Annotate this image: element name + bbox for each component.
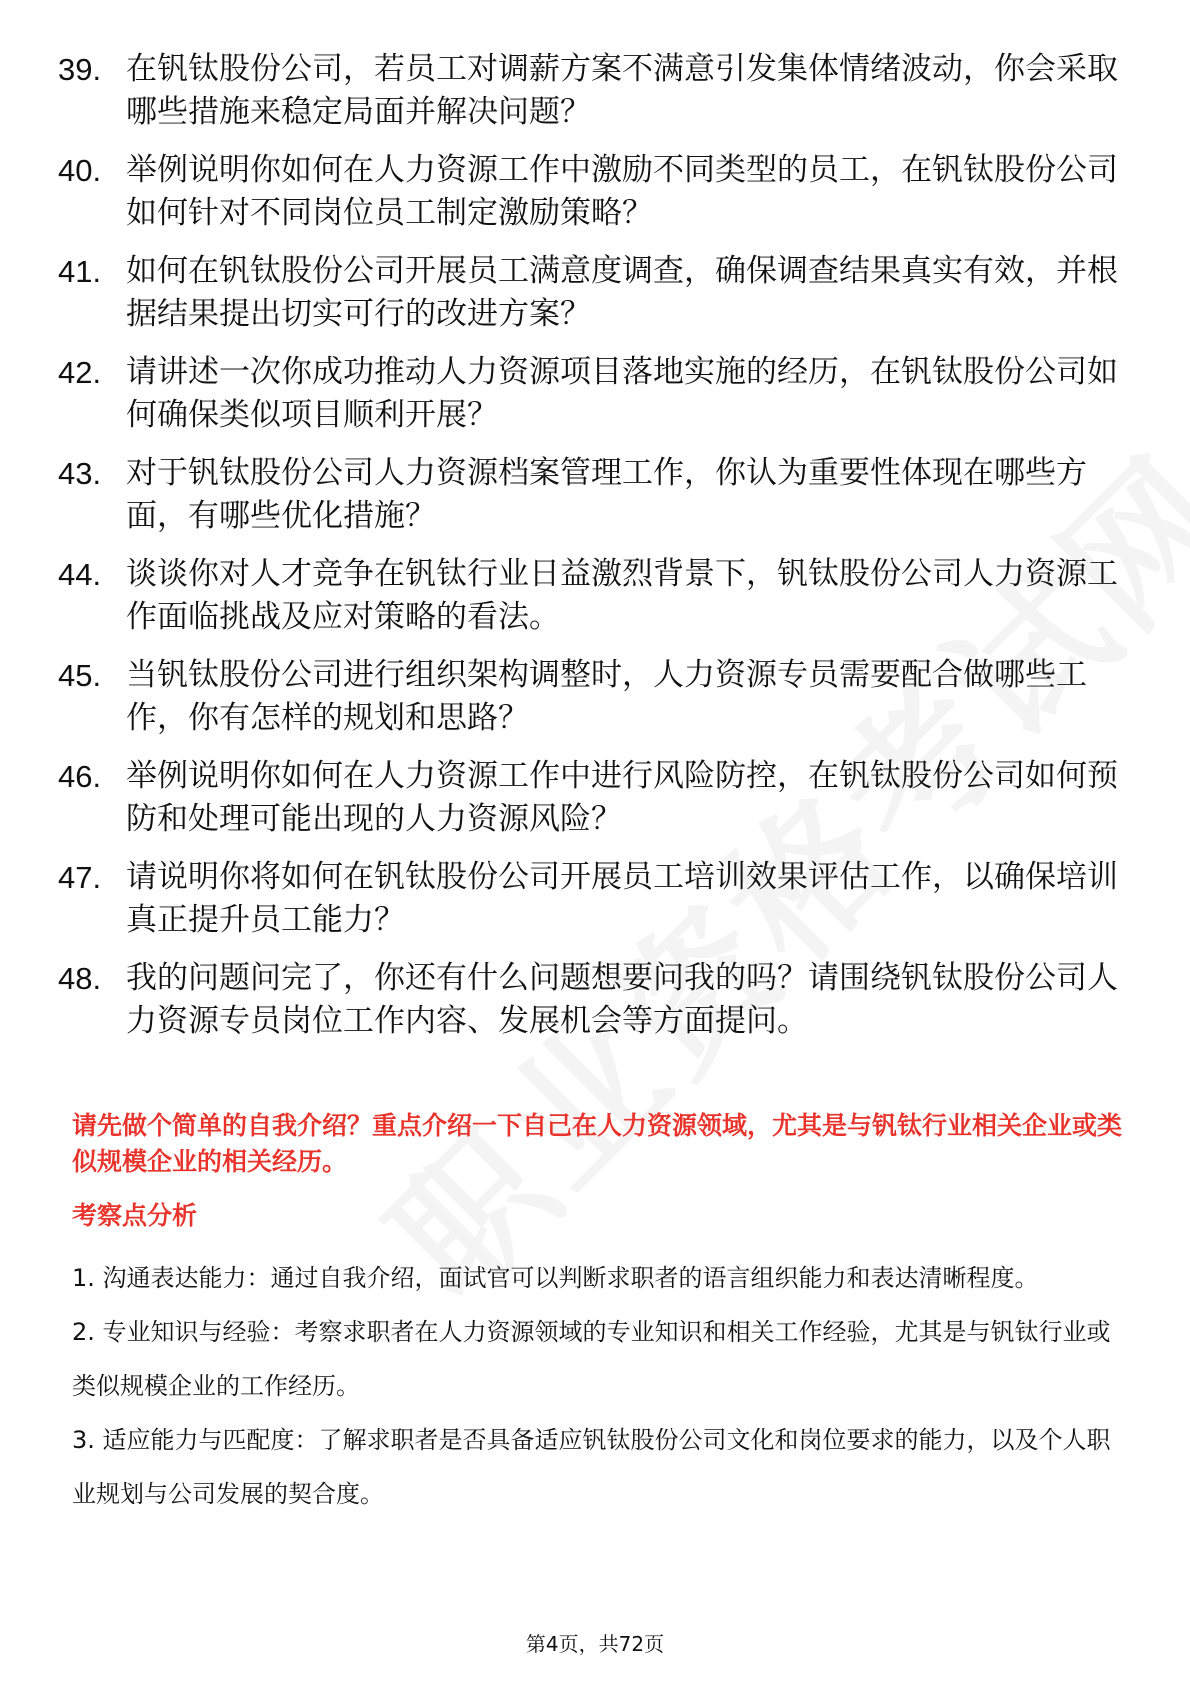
question-item bbox=[0, 452, 1190, 538]
question-number: 44. bbox=[58, 557, 102, 592]
question-item bbox=[0, 856, 1190, 942]
question-item bbox=[0, 48, 1190, 134]
question-text: 举例说明你如何在人力资源工作中进行风险防控，在钒钛股份公司如何预防和处理可能出现的人力资源风险？ bbox=[126, 758, 1118, 837]
question-item bbox=[0, 149, 1190, 235]
page-number: 第4页，共72页 bbox=[525, 1632, 665, 1656]
question-list bbox=[0, 48, 1190, 1058]
question-item bbox=[0, 553, 1190, 639]
analysis-item: 2. 专业知识与经验：考察求职者在人力资源领域的专业知识和相关工作经验，尤其是与钒钛行业或类似规模企业的工作经历。 bbox=[72, 1318, 1111, 1400]
analysis-list bbox=[72, 1251, 1132, 1521]
question-text: 举例说明你如何在人力资源工作中激励不同类型的员工，在钒钛股份公司如何针对不同岗位员工制定激励策略？ bbox=[126, 152, 1118, 231]
question-text: 当钒钛股份公司进行组织架构调整时，人力资源专员需要配合做哪些工作，你有怎样的规划和思路？ bbox=[126, 657, 1087, 736]
question-item bbox=[0, 755, 1190, 841]
question-number: 42. bbox=[58, 355, 102, 390]
question-text: 如何在钒钛股份公司开展员工满意度调查，确保调查结果真实有效，并根据结果提出切实可行的改进方案？ bbox=[126, 253, 1118, 332]
question-number: 48. bbox=[58, 961, 102, 996]
question-text: 我的问题问完了，你还有什么问题想要问我的吗？请围绕钒钛股份公司人力资源专员岗位工作内容、发展机会等方面提问。 bbox=[126, 960, 1118, 1039]
question-number: 39. bbox=[58, 52, 102, 87]
question-text: 对于钒钛股份公司人力资源档案管理工作，你认为重要性体现在哪些方面，有哪些优化措施？ bbox=[126, 455, 1087, 534]
analysis-item: 1. 沟通表达能力：通过自我介绍，面试官可以判断求职者的语言组织能力和表达清晰程度。 bbox=[72, 1264, 1039, 1292]
question-text: 请说明你将如何在钒钛股份公司开展员工培训效果评估工作，以确保培训真正提升员工能力？ bbox=[126, 859, 1118, 938]
question-text: 谈谈你对人才竞争在钒钛行业日益激烈背景下，钒钛股份公司人力资源工作面临挑战及应对策略的看法。 bbox=[126, 556, 1118, 635]
question-item bbox=[0, 250, 1190, 336]
question-number: 40. bbox=[58, 153, 102, 188]
question-text: 在钒钛股份公司，若员工对调薪方案不满意引发集体情绪波动，你会采取哪些措施来稳定局面并解决问题？ bbox=[126, 51, 1118, 130]
question-item bbox=[0, 351, 1190, 437]
question-number: 47. bbox=[58, 860, 102, 895]
question-number: 45. bbox=[58, 658, 102, 693]
question-number: 41. bbox=[58, 254, 102, 289]
question-item bbox=[0, 957, 1190, 1043]
question-heading: 请先做个简单的自我介绍？重点介绍一下自己在人力资源领域，尤其是与钒钛行业相关企业或类似规模企业的相关经历。 bbox=[72, 1111, 1123, 1176]
question-item bbox=[0, 654, 1190, 740]
analysis-item: 3. 适应能力与匹配度：了解求职者是否具备适应钒钛股份公司文化和岗位要求的能力，以及个人职业规划与公司发展的契合度。 bbox=[72, 1426, 1111, 1508]
question-number: 46. bbox=[58, 759, 102, 794]
question-text: 请讲述一次你成功推动人力资源项目落地实施的经历，在钒钛股份公司如何确保类似项目顺利开展？ bbox=[126, 354, 1118, 433]
analysis-heading: 考察点分析 bbox=[72, 1201, 198, 1230]
question-number: 43. bbox=[58, 456, 102, 491]
